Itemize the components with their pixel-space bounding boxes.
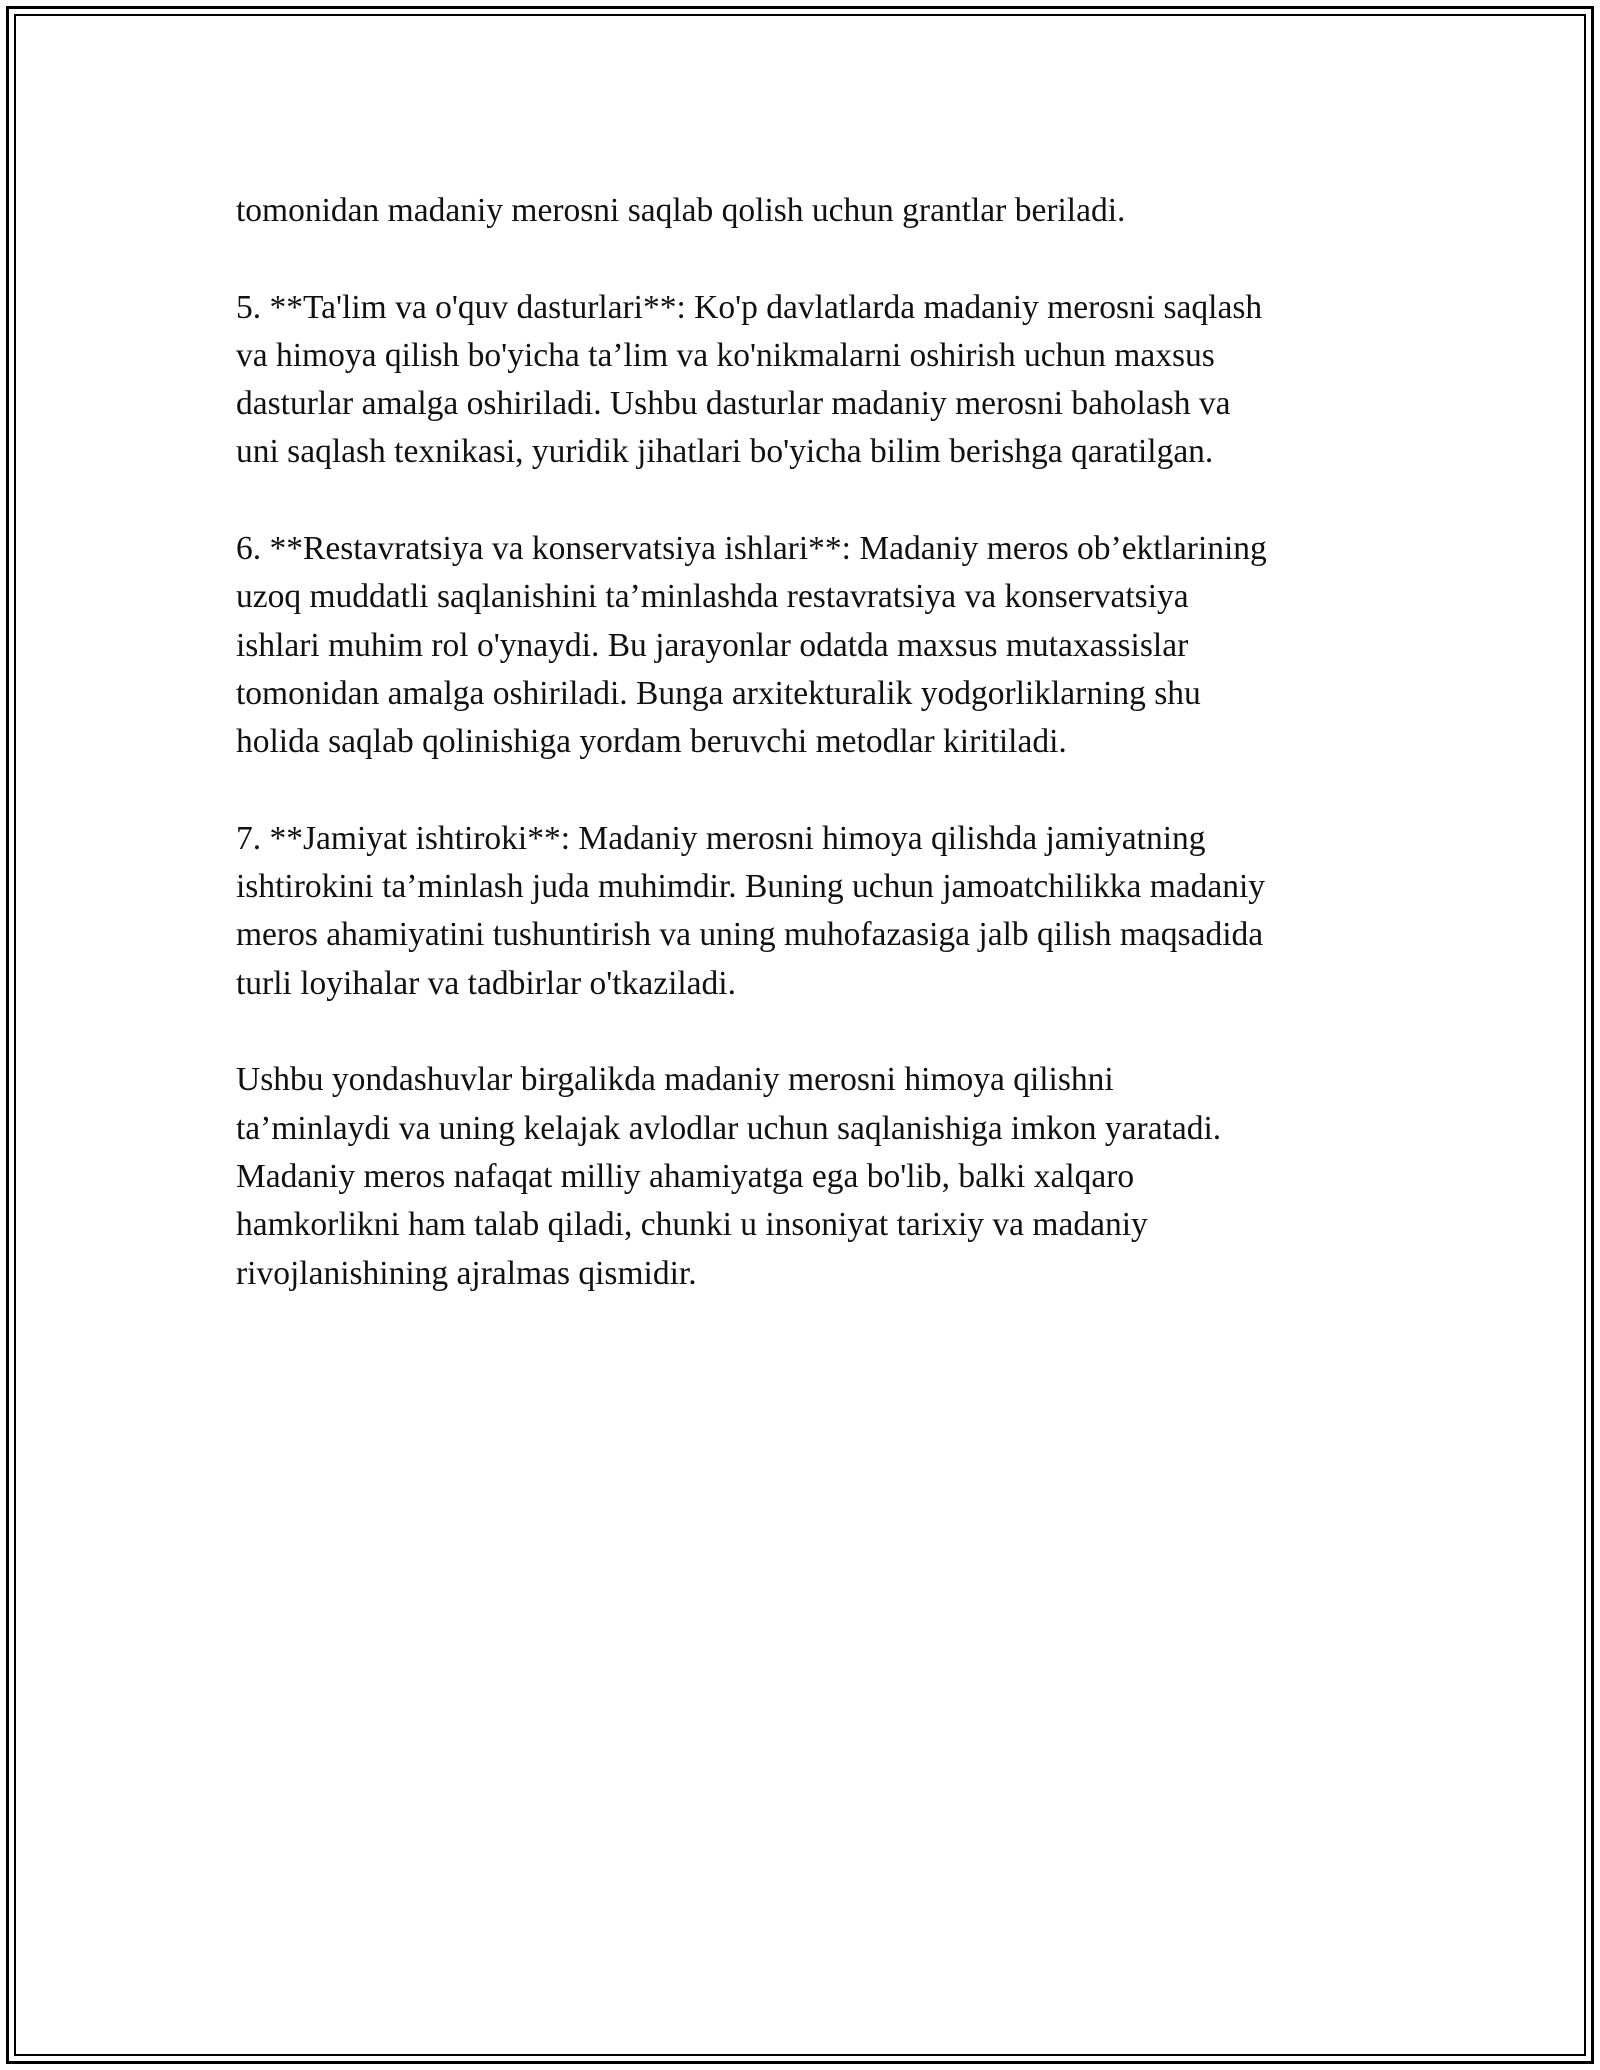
- text-line: ishtirokini ta’minlash juda muhimdir. Buning uchun jamoatchilikka madaniy: [236, 868, 1266, 906]
- document-body: [236, 187, 1386, 1346]
- text-line: 7. **Jamiyat ishtiroki**: Madaniy merosni himoya qilishda jamiyatning: [236, 819, 1206, 857]
- text-line: meros ahamiyatini tushuntirish va uning muhofazasiga jalb qilish maqsadida: [236, 916, 1264, 954]
- text-line: Madaniy meros nafaqat milliy ahamiyatga ega bo'lib, balki xalqaro: [236, 1157, 1135, 1195]
- text-line: Ushbu yondashuvlar birgalikda madaniy merosni himoya qilishni: [236, 1061, 1114, 1099]
- text-line: 6. **Restavratsiya va konservatsiya ishlari**: Madaniy meros ob’ektlarining: [236, 530, 1267, 568]
- text-line: holida saqlab qolinishiga yordam beruvchi metodlar kiritiladi.: [236, 723, 1067, 761]
- text-line: dasturlar amalga oshiriladi. Ushbu dasturlar madaniy merosni baholash va: [236, 385, 1231, 423]
- paragraph-community-participation: [236, 815, 1386, 1008]
- text-line: turli loyihalar va tadbirlar o'tkaziladi.: [236, 964, 736, 1002]
- text-line: ta’minlaydi va uning kelajak avlodlar uchun saqlanishiga imkon yaratadi.: [236, 1109, 1222, 1147]
- paragraph-grants-continuation: [236, 187, 1386, 235]
- text-line: va himoya qilish bo'yicha ta’lim va ko'nikmalarni oshirish uchun maxsus: [236, 336, 1215, 374]
- paragraph-restoration: [236, 525, 1386, 766]
- text-line: tomonidan amalga oshiriladi. Bunga arxitekturalik yodgorliklarning shu: [236, 674, 1201, 712]
- text-line: hamkorlikni ham talab qiladi, chunki u insoniyat tarixiy va madaniy: [236, 1206, 1148, 1244]
- text-line: 5. **Ta'lim va o'quv dasturlari**: Ko'p davlatlarda madaniy merosni saqlash: [236, 288, 1263, 326]
- paragraph-conclusion: [236, 1056, 1386, 1297]
- text-line: uni saqlash texnikasi, yuridik jihatlari bo'yicha bilim berishga qaratilgan.: [236, 433, 1214, 471]
- text-line: uzoq muddatli saqlanishini ta’minlashda restavratsiya va konservatsiya: [236, 578, 1189, 616]
- paragraph-education-programs: [236, 284, 1386, 477]
- text-line: rivojlanishining ajralmas qismidir.: [236, 1254, 697, 1292]
- text-line: ishlari muhim rol o'ynaydi. Bu jarayonlar odatda maxsus mutaxassislar: [236, 626, 1189, 664]
- text-line: tomonidan madaniy merosni saqlab qolish uchun grantlar beriladi.: [236, 192, 1126, 229]
